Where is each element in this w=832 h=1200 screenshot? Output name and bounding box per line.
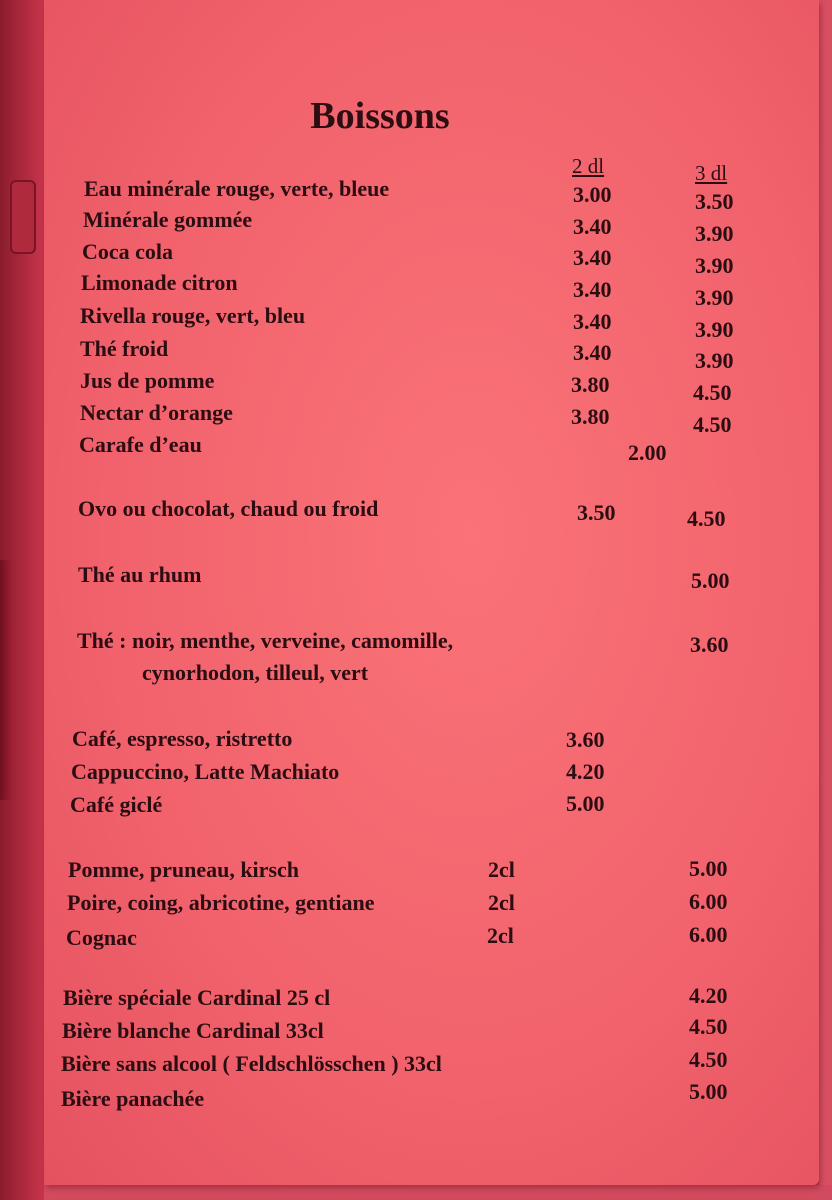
menu-item-name-continued: cynorhodon, tilleul, vert xyxy=(142,660,369,685)
background-bottom xyxy=(44,1185,832,1200)
menu-item-price-2dl: 3.40 xyxy=(573,277,612,302)
menu-item-price-3dl: 3.90 xyxy=(695,285,734,310)
menu-item-price: 6.00 xyxy=(689,922,728,947)
menu-item-price: 4.50 xyxy=(689,1047,728,1072)
background-edge xyxy=(819,0,832,1200)
menu-item-name: Nectar d’orange xyxy=(80,400,233,425)
menu-item-name: Café, espresso, ristretto xyxy=(72,726,293,751)
menu-item-price: 4.50 xyxy=(689,1014,728,1039)
menu-item-price: 6.00 xyxy=(689,889,728,914)
menu-item-name: Pomme, pruneau, kirsch xyxy=(68,857,299,882)
menu-item-name: Thé : noir, menthe, verveine, camomille, xyxy=(77,628,454,653)
binder-clip xyxy=(10,180,36,254)
page-title: Boissons xyxy=(310,95,450,137)
menu-item-name: Poire, coing, abricotine, gentiane xyxy=(67,890,375,915)
menu-item-price-3dl: 4.50 xyxy=(693,380,732,405)
menu-item-name: Ovo ou chocolat, chaud ou froid xyxy=(78,496,379,521)
menu-item-name: Cappuccino, Latte Machiato xyxy=(71,759,340,784)
menu-item-name: Eau minérale rouge, verte, bleue xyxy=(84,176,390,201)
menu-item-price: 5.00 xyxy=(689,1079,728,1104)
menu-item-name: Cognac xyxy=(66,925,137,950)
menu-item-name: Coca cola xyxy=(82,239,174,264)
menu-item-price-3dl: 3.90 xyxy=(695,317,734,342)
menu-item-price-3dl: 3.90 xyxy=(695,221,734,246)
column-header-3dl: 3 dl xyxy=(695,161,728,185)
menu-item-price-2dl: 3.40 xyxy=(573,309,612,334)
menu-item-name: Carafe d’eau xyxy=(79,432,202,457)
menu-item-price-2dl: 3.80 xyxy=(571,372,610,397)
menu-item-name: Limonade citron xyxy=(81,270,238,295)
menu-item-name: Rivella rouge, vert, bleu xyxy=(80,303,306,328)
menu-item-name: Thé au rhum xyxy=(78,562,202,587)
menu-item-name: Bière spéciale Cardinal 25 cl xyxy=(63,985,331,1010)
menu-item-price-3dl: 3.90 xyxy=(695,348,734,373)
menu-item-name: Bière blanche Cardinal 33cl xyxy=(62,1018,324,1043)
menu-item-name: Bière sans alcool ( Feldschlösschen ) 33cl xyxy=(61,1051,442,1076)
menu-item-price-2dl: 3.80 xyxy=(571,404,610,429)
menu-item-price-2dl: 3.40 xyxy=(573,214,612,239)
menu-item-price: 3.60 xyxy=(690,632,729,657)
menu-item-size: 2cl xyxy=(488,890,515,915)
menu-item-name: Jus de pomme xyxy=(80,368,215,393)
menu-item-price: 4.20 xyxy=(566,759,605,784)
menu-item-price-2dl: 3.40 xyxy=(573,340,612,365)
menu-item-name: Thé froid xyxy=(80,336,169,361)
menu-item-price: 5.00 xyxy=(689,856,728,881)
menu-item-price-3dl: 3.90 xyxy=(695,253,734,278)
menu-item-price: 5.00 xyxy=(566,791,605,816)
menu-item-name: Bière panachée xyxy=(61,1086,205,1111)
binder-edge xyxy=(0,560,14,800)
menu-item-price: 5.00 xyxy=(691,568,730,593)
menu-item-price-3dl: 4.50 xyxy=(693,412,732,437)
menu-item-price-2dl: 3.50 xyxy=(577,500,616,525)
column-header-2dl: 2 dl xyxy=(572,154,605,178)
menu-item-price-2dl: 3.00 xyxy=(573,182,612,207)
menu-item-size: 2cl xyxy=(487,923,514,948)
menu-item-name: Café giclé xyxy=(70,792,163,817)
menu-item-price: 3.60 xyxy=(566,727,605,752)
menu-item-size: 2cl xyxy=(488,857,515,882)
menu-item-price: 4.20 xyxy=(689,983,728,1008)
menu-item-name: Minérale gommée xyxy=(83,207,253,232)
menu-item-price: 2.00 xyxy=(628,440,667,465)
menu-item-price-3dl: 4.50 xyxy=(687,506,726,531)
menu-item-price-3dl: 3.50 xyxy=(695,189,734,214)
menu-item-price-2dl: 3.40 xyxy=(573,245,612,270)
